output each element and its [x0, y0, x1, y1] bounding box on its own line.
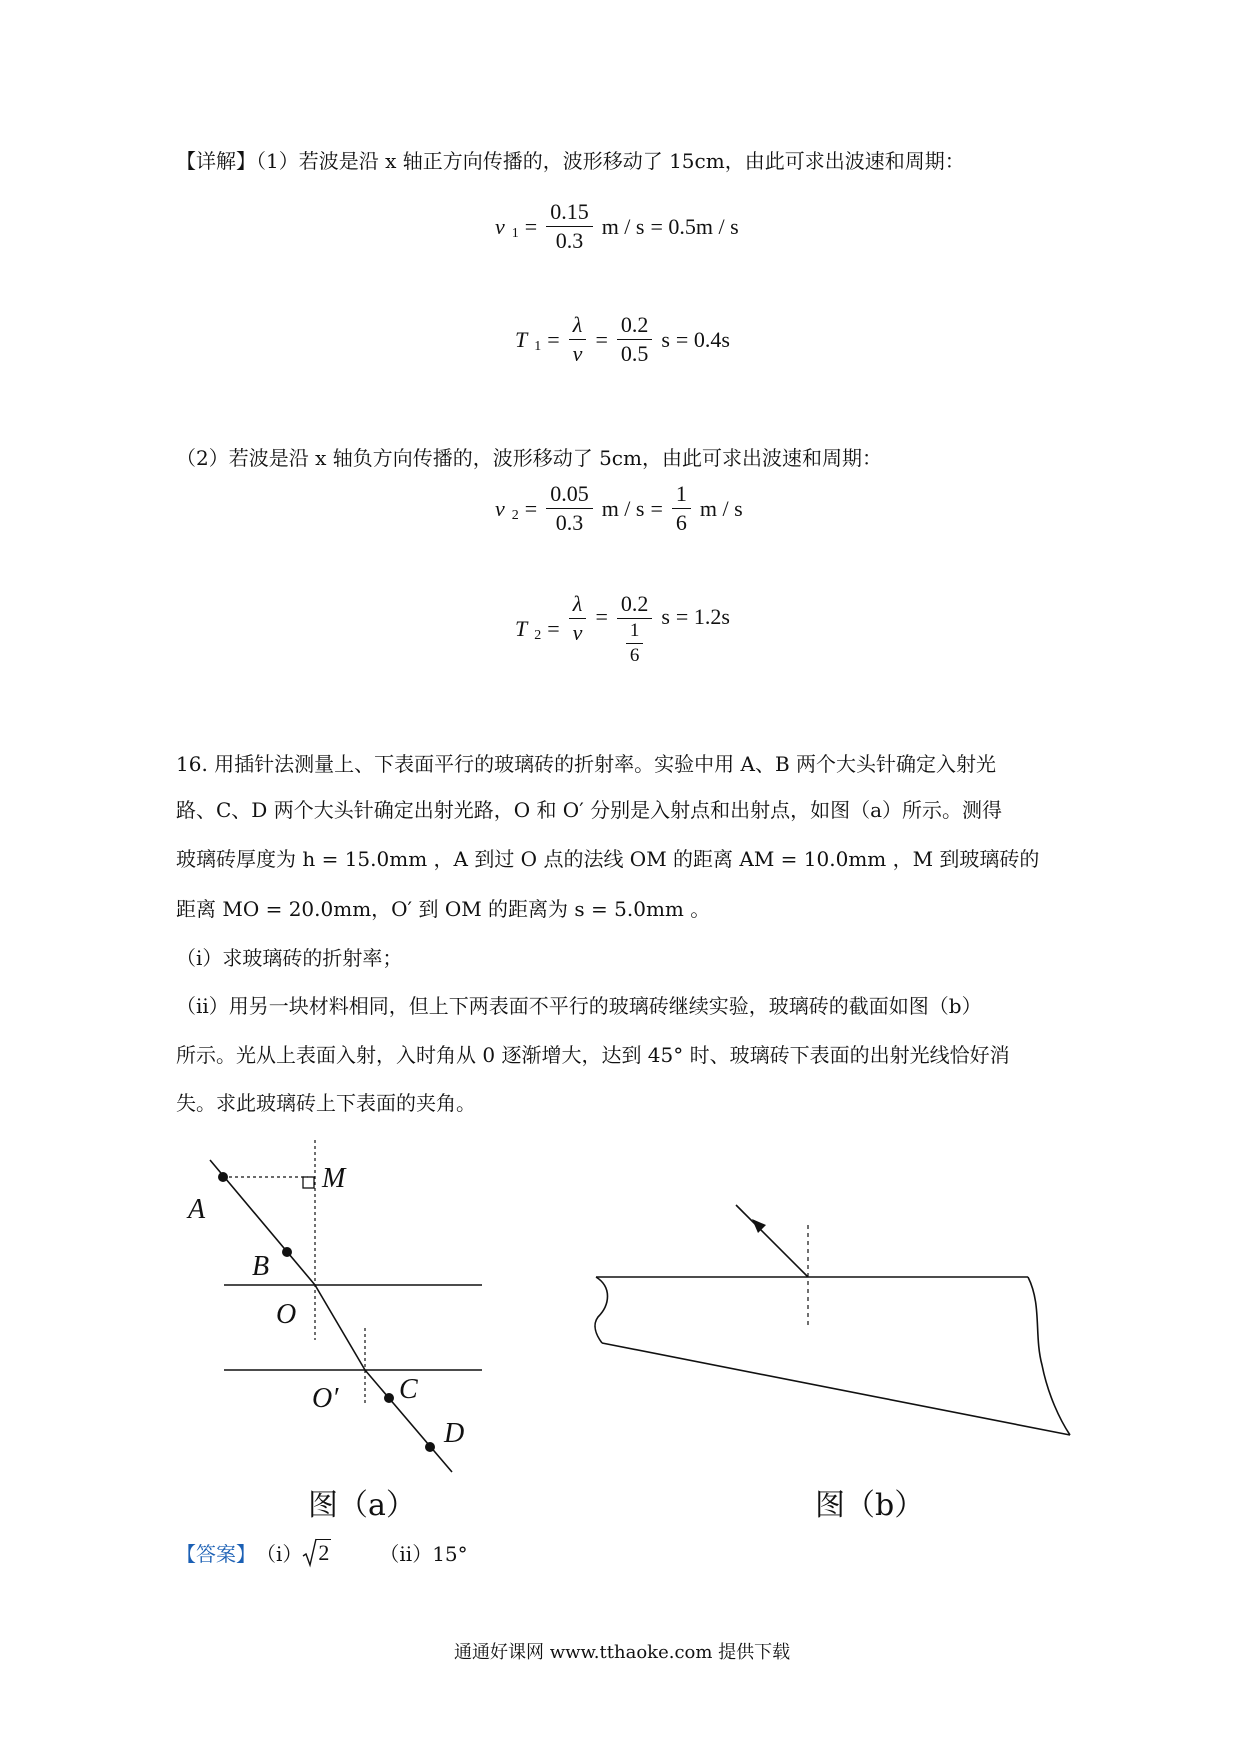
label-d: D — [444, 1418, 465, 1449]
detail-paragraph-1 — [176, 145, 965, 174]
equation-t1: T 1 = $\frac{\lambda}{v}$ = $\frac{0.2}{0.5}$ s = 0.4s — [515, 312, 730, 366]
label-o-prime: O′ — [312, 1383, 339, 1414]
left-break — [595, 1277, 607, 1343]
arrow-head-icon — [752, 1219, 766, 1233]
equation-t2: T 2 = $\frac{\lambda}{v}$ = $\frac{0.2}{\frac{1}{6}}$ s = 1.2s — [515, 591, 730, 666]
label-c: C — [399, 1374, 418, 1405]
right-break — [1028, 1277, 1070, 1435]
question-sub-i: （i）求玻璃砖的折射率； — [176, 946, 403, 970]
incident-ray — [736, 1205, 808, 1277]
answer-part-ii: （ii）15° — [379, 1542, 468, 1566]
figure-b-caption: 图（b） — [815, 1488, 925, 1523]
pin-c — [384, 1393, 394, 1403]
question-line-4: 距离 MO = 20.0mm，O′ 到 OM 的距离为 s = 5.0mm 。 — [176, 897, 711, 921]
figure-b — [590, 1195, 1080, 1445]
question-sub-ii-2: 所示。光从上表面入射，入时角从 0 逐渐增大，达到 45° 时、玻璃砖下表面的出射光线恰好消 — [176, 1043, 1010, 1067]
answer-label: 【答案】 — [176, 1542, 256, 1566]
label-a: A — [188, 1194, 206, 1225]
equation-v2: v 2 = $\frac{0.05}{0.3}$ m / s = $\frac{1}{6}$ m / s — [495, 481, 743, 535]
right-angle-marker — [303, 1177, 314, 1188]
question-sub-ii-1: （ii）用另一块材料相同，但上下两表面不平行的玻璃砖继续实验，玻璃砖的截面如图（b） — [176, 994, 982, 1018]
question-line-2: 路、C、D 两个大头针确定出射光路，O 和 O′ 分别是入射点和出射点，如图（a）所示。测得 — [176, 798, 1003, 822]
equation-v1: v 1 = $\frac{0.15}{0.3}$ m / s = 0.5m / s — [495, 199, 739, 253]
pin-d — [425, 1442, 435, 1452]
label-m: M — [322, 1163, 346, 1194]
glass-bottom-surface — [602, 1343, 1070, 1435]
detail-paragraph-2: （2）若波是沿 x 轴负方向传播的，波形移动了 5cm，由此可求出波速和周期： — [176, 446, 882, 470]
detail-label: 【详解】 — [176, 149, 256, 173]
pin-b — [282, 1247, 292, 1257]
label-b: B — [252, 1251, 270, 1282]
question-line-3: 玻璃砖厚度为 h = 15.0mm ，A 到过 O 点的法线 OM 的距离 AM = 10.0mm ，M 到玻璃砖的 — [176, 847, 1040, 871]
pin-a — [218, 1172, 228, 1182]
detail-text-1: （1）若波是沿 x 轴正方向传播的，波形移动了 15cm，由此可求出波速和周期： — [256, 149, 965, 173]
answer-line — [176, 1538, 468, 1567]
footer-text: 通通好课网 www.tthaoke.com 提供下载 — [454, 1642, 791, 1663]
refracted-ray — [315, 1285, 365, 1370]
answer-part-i: （i） — [256, 1542, 303, 1566]
answer-sqrt: 2 — [302, 1540, 331, 1566]
question-sub-ii-3: 失。求此玻璃砖上下表面的夹角。 — [176, 1091, 476, 1115]
figure-a-caption: 图（a） — [308, 1488, 416, 1523]
figure-a — [180, 1130, 500, 1480]
fraction: $\frac{0.15}{0.3}$ — [546, 200, 593, 253]
label-o: O — [276, 1299, 297, 1330]
question-line-1: 16. 用插针法测量上、下表面平行的玻璃砖的折射率。实验中用 A、B 两个大头针确定入射光 — [176, 752, 997, 776]
